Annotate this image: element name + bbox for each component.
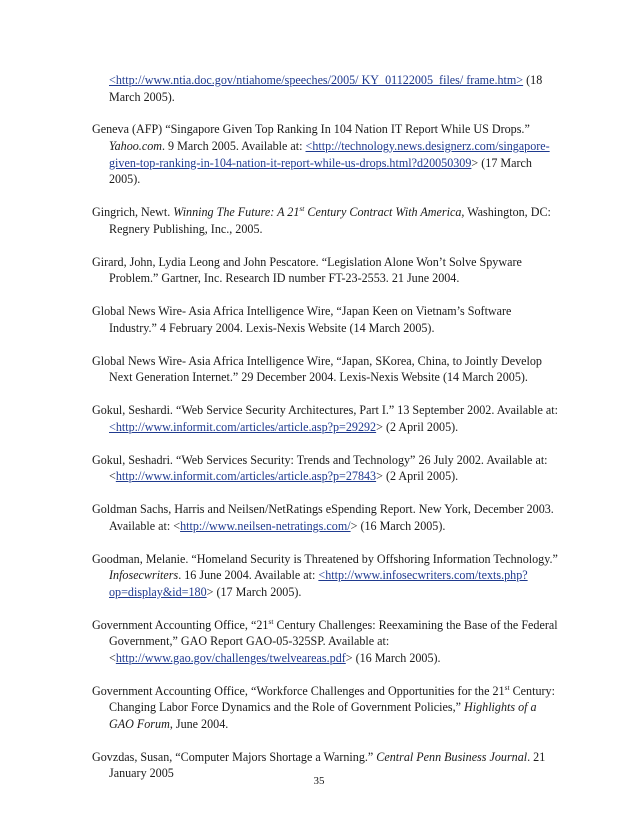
page-number: 35	[313, 775, 325, 787]
bib-entry: <http://www.ntia.doc.gov/ntiahome/speeches/2005/ KY_01122005_files/ frame.htm> (18 March 2005).	[109, 73, 543, 104]
bib-entry: Global News Wire- Asia Africa Intelligence Wire, “Japan Keen on Vietnam’s Software Industry.” 4 February 2004. Lexis-Nexis Website (14 March 2005).	[92, 304, 512, 335]
entry-link[interactable]: <http://www.ntia.doc.gov/ntiahome/speeches/2005/ KY_01122005_files/ frame.htm>	[109, 73, 524, 87]
entry-link[interactable]: http://www.informit.com/articles/article.asp?p=27843	[115, 469, 377, 484]
bib-entry: Girard, John, Lydia Leong and John Pescatore. “Legislation Alone Won’t Solve Spyware Problem.” Gartner, Inc. Research ID number FT-23-2553. 21 June 2004.	[92, 254, 522, 286]
entry-link[interactable]: <http://www.infosecwriters.com/texts.php?op=display&id=180	[109, 568, 528, 599]
bib-entry: Gokul, Seshardi. “Web Service Security Architectures, Part I.” 13 September 2002. Available at: <http://www.informit.com/articles/article.asp?p=29292> (2 April 2005).	[92, 403, 558, 434]
entry-link[interactable]: http://www.neilsen-netratings.com/	[180, 518, 351, 533]
bib-entry: Goodman, Melanie. “Homeland Security is Threatened by Offshoring Information Technology.” Infosecwriters. 16 June 2004. Available at: <http://www.infosecwriters.com/texts.php?op=display&id=180> (17 March 2005).	[92, 551, 558, 599]
bib-entry: Government Accounting Office, “Workforce Challenges and Opportunities for the 21st Century: Changing Labor Force Dynamics and the Role of Government Policies,” Highlights of a GAO Forum, June 2004.	[92, 682, 555, 731]
bib-entry: Gokul, Seshadri. “Web Services Security: Trends and Technology” 26 July 2002. Available at: <http://www.informit.com/articles/article.asp?p=27843> (2 April 2005).	[92, 452, 548, 484]
bib-entry: Govzdas, Susan, “Computer Majors Shortage a Warning.” Central Penn Business Journal. 21 January 2005	[92, 749, 546, 781]
bib-entry: Global News Wire- Asia Africa Intelligence Wire, “Japan, SKorea, China, to Jointly Develop Next Generation Internet.” 29 December 2004. Lexis-Nexis Website (14 March 2005).	[92, 353, 542, 385]
entry-link[interactable]: <http://www.informit.com/articles/article.asp?p=29292	[109, 419, 377, 434]
bib-entry: Gingrich, Newt. Winning The Future: A 21st Century Contract With America, Washington, DC: Regnery Publishing, Inc., 2005.	[92, 204, 551, 236]
bib-entry: Government Accounting Office, “21st Century Challenges: Reexamining the Base of the Federal Government,” GAO Report GAO-05-325SP. Available at: <http://www.gao.gov/challenges/twelveareas.pdf> (16 March 2005).	[92, 616, 558, 665]
entry-link[interactable]: <http://technology.news.designerz.com/singapore-given-top-ranking-in-104-nation-it-report-while-us-drops.html?d20050309	[109, 139, 550, 170]
bib-entry: Goldman Sachs, Harris and Neilsen/NetRatings eSpending Report. New York, December 2003. Available at: <http://www.neilsen-netratings.com/> (16 March 2005).	[92, 502, 554, 533]
bib-entry: Geneva (AFP) “Singapore Given Top Ranking In 104 Nation IT Report While US Drops.” Yahoo.com. 9 March 2005. Available at: <http://technology.news.designerz.com/singapore-given-top-ranking-in-104-nation-it-report-while-us-drops.html?d20050309> (17 March 2005).	[92, 122, 550, 187]
bibliography	[92, 72, 562, 798]
entry-link[interactable]: http://www.gao.gov/challenges/twelveareas.pdf	[115, 650, 346, 665]
